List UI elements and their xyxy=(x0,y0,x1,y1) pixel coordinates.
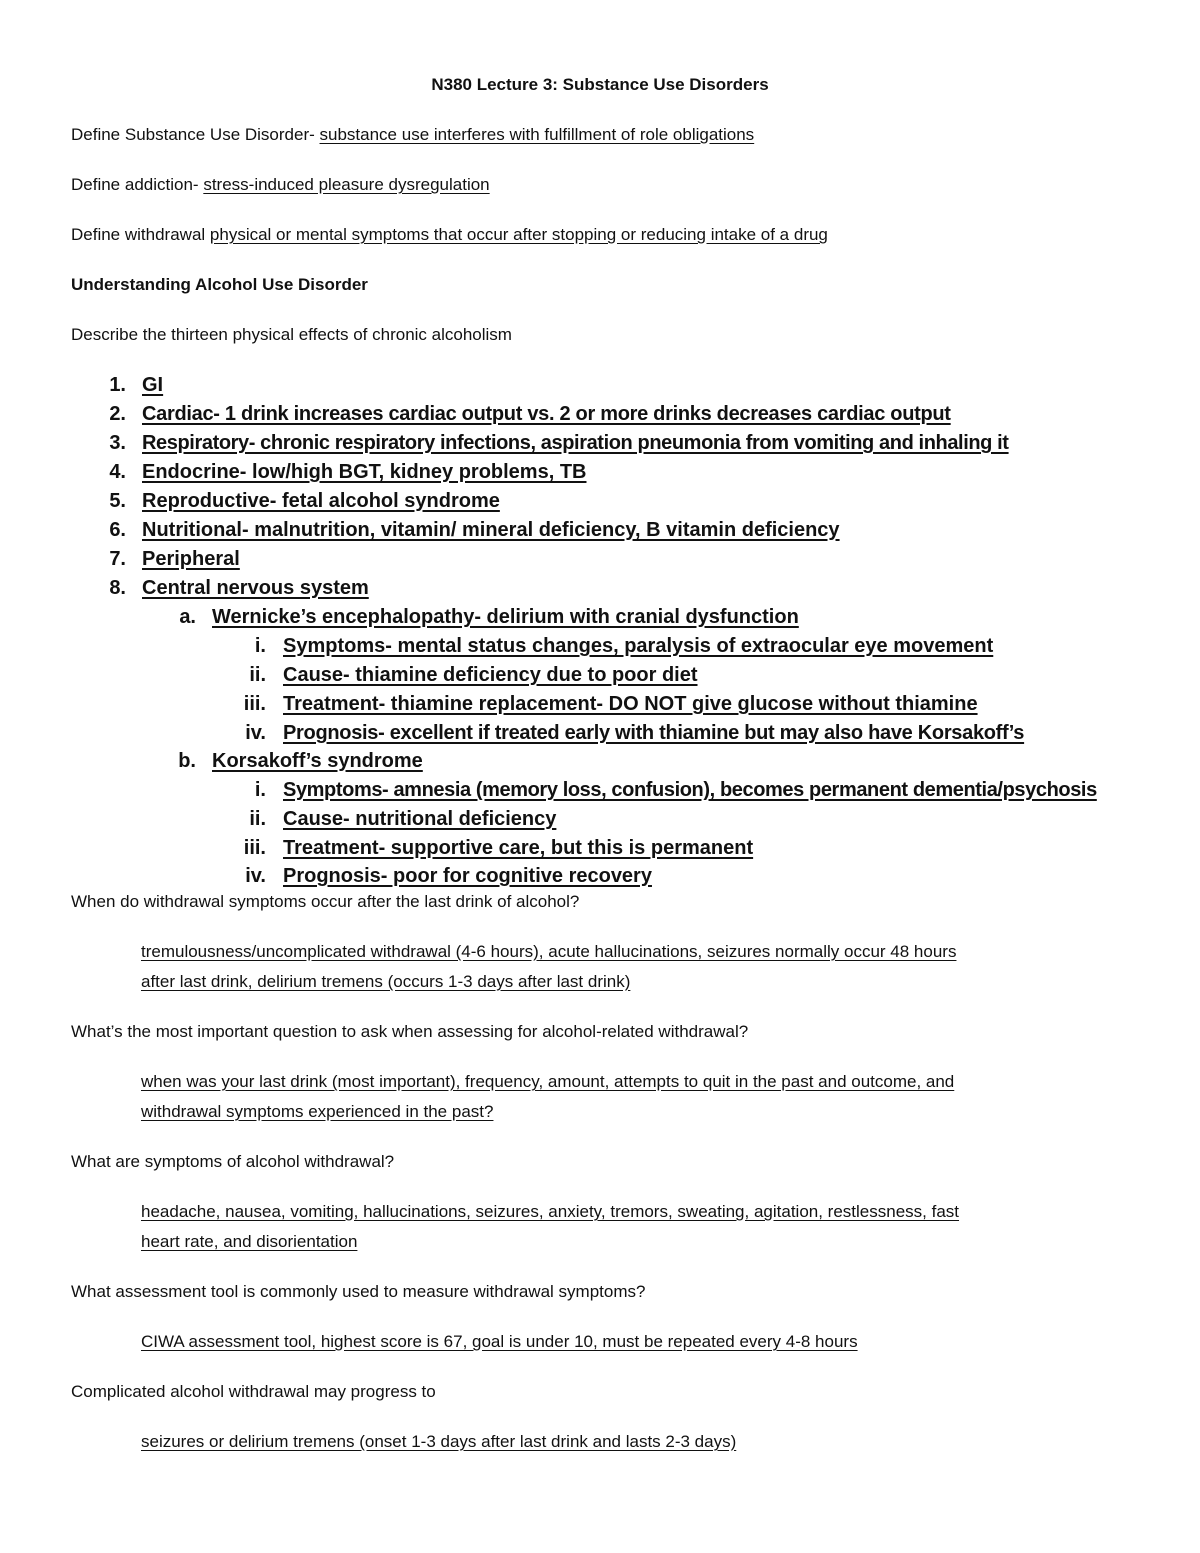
sublist-item-text: Treatment- supportive care, but this is permanent xyxy=(283,837,754,859)
question-text: Complicated alcohol withdrawal may progress to xyxy=(71,1382,436,1401)
question-text: What are symptoms of alcohol withdrawal? xyxy=(71,1152,395,1171)
list-text: Endocrine- low/high BGT, kidney problems, TB xyxy=(142,461,587,483)
list-number: 1. xyxy=(109,374,126,396)
list-number: 7. xyxy=(109,548,126,570)
sublist-item-text: Treatment- thiamine replacement- DO NOT give glucose without thiamine xyxy=(283,693,978,715)
answer-text: when was your last drink (most important), frequency, amount, attempts to quit in the past and outcome, and xyxy=(141,1072,955,1091)
list-number: 5. xyxy=(109,490,126,512)
list-text: Cardiac- 1 drink increases cardiac output vs. 2 or more drinks decreases cardiac output xyxy=(142,403,951,425)
definition-substance-use-disorder xyxy=(71,124,754,146)
list-text: Reproductive- fetal alcohol syndrome xyxy=(142,490,500,512)
sublist-number: ii. xyxy=(249,664,266,686)
sublist-item-text: Prognosis- excellent if treated early with thiamine but may also have Korsakoff’s xyxy=(283,722,1025,744)
definition-addiction xyxy=(71,174,490,196)
document-title: N380 Lecture 3: Substance Use Disorders xyxy=(431,75,769,94)
answer-text: withdrawal symptoms experienced in the past? xyxy=(141,1102,494,1121)
sublist-item-text: Cause- thiamine deficiency due to poor diet xyxy=(283,664,698,686)
list-text: Central nervous system xyxy=(142,577,369,599)
question-text: When do withdrawal symptoms occur after the last drink of alcohol? xyxy=(71,892,580,911)
definition-answer: physical or mental symptoms that occur after stopping or reducing intake of a drug xyxy=(209,225,828,244)
list-text: Nutritional- malnutrition, vitamin/ mineral deficiency, B vitamin deficiency xyxy=(142,519,840,541)
sublist-number: iv. xyxy=(245,865,266,887)
answer-text: CIWA assessment tool, highest score is 67, goal is under 10, must be repeated every 4-8 hours xyxy=(141,1332,858,1351)
sublist-number: iv. xyxy=(245,722,266,744)
answer-text: after last drink, delirium tremens (occurs 1-3 days after last drink) xyxy=(141,972,631,991)
list-number: 4. xyxy=(109,461,126,483)
list-number: 6. xyxy=(109,519,126,541)
list-text: Respiratory- chronic respiratory infections, aspiration pneumonia from vomiting and inhaling it xyxy=(142,432,1009,454)
definition-prompt: Define Substance Use Disorder- xyxy=(71,125,320,144)
answer-text: tremulousness/uncomplicated withdrawal (4-6 hours), acute hallucinations, seizures normally occur 48 hours xyxy=(141,942,957,961)
answer-text: heart rate, and disorientation xyxy=(141,1232,358,1251)
list-text: Peripheral xyxy=(142,548,240,570)
sublist-letter: a. xyxy=(179,606,196,628)
question-text: What assessment tool is commonly used to measure withdrawal symptoms? xyxy=(71,1282,646,1301)
sublist-item-text: Symptoms- amnesia (memory loss, confusion), becomes permanent dementia/psychosis xyxy=(283,779,1097,801)
sublist-number: ii. xyxy=(249,808,266,830)
list-number: 8. xyxy=(109,577,126,599)
definition-answer: substance use interferes with fulfillment of role obligations xyxy=(319,125,755,144)
sublist-letter: b. xyxy=(178,750,196,772)
sublist-item-text: Cause- nutritional deficiency xyxy=(283,808,557,830)
list-number: 2. xyxy=(109,403,126,425)
question-text: What’s the most important question to ask when assessing for alcohol-related withdrawal? xyxy=(71,1022,749,1041)
sublist-text: Wernicke’s encephalopathy- delirium with cranial dysfunction xyxy=(212,606,799,628)
sublist-text: Korsakoff’s syndrome xyxy=(212,750,423,772)
sublist-number: i. xyxy=(254,779,266,801)
definition-withdrawal xyxy=(71,224,828,246)
answer-text: headache, nausea, vomiting, hallucinations, seizures, anxiety, tremors, sweating, agitation, restlessness, fast xyxy=(141,1202,960,1221)
answer-text: seizures or delirium tremens (onset 1-3 days after last drink and lasts 2-3 days) xyxy=(141,1432,737,1451)
list-number: 3. xyxy=(109,432,126,454)
sublist-number: i. xyxy=(254,635,266,657)
sublist-number: iii. xyxy=(243,837,266,859)
list-text: GI xyxy=(142,374,164,396)
sublist-number: iii. xyxy=(243,693,266,715)
definition-prompt: Define addiction- xyxy=(71,175,204,194)
section-heading: Understanding Alcohol Use Disorder xyxy=(71,275,368,294)
definition-answer: stress-induced pleasure dysregulation xyxy=(203,175,490,194)
definition-prompt: Define withdrawal xyxy=(71,225,210,244)
sublist-item-text: Symptoms- mental status changes, paralysis of extraocular eye movement xyxy=(283,635,994,657)
sublist-item-text: Prognosis- poor for cognitive recovery xyxy=(283,865,652,887)
effects-prompt: Describe the thirteen physical effects of chronic alcoholism xyxy=(71,325,512,344)
